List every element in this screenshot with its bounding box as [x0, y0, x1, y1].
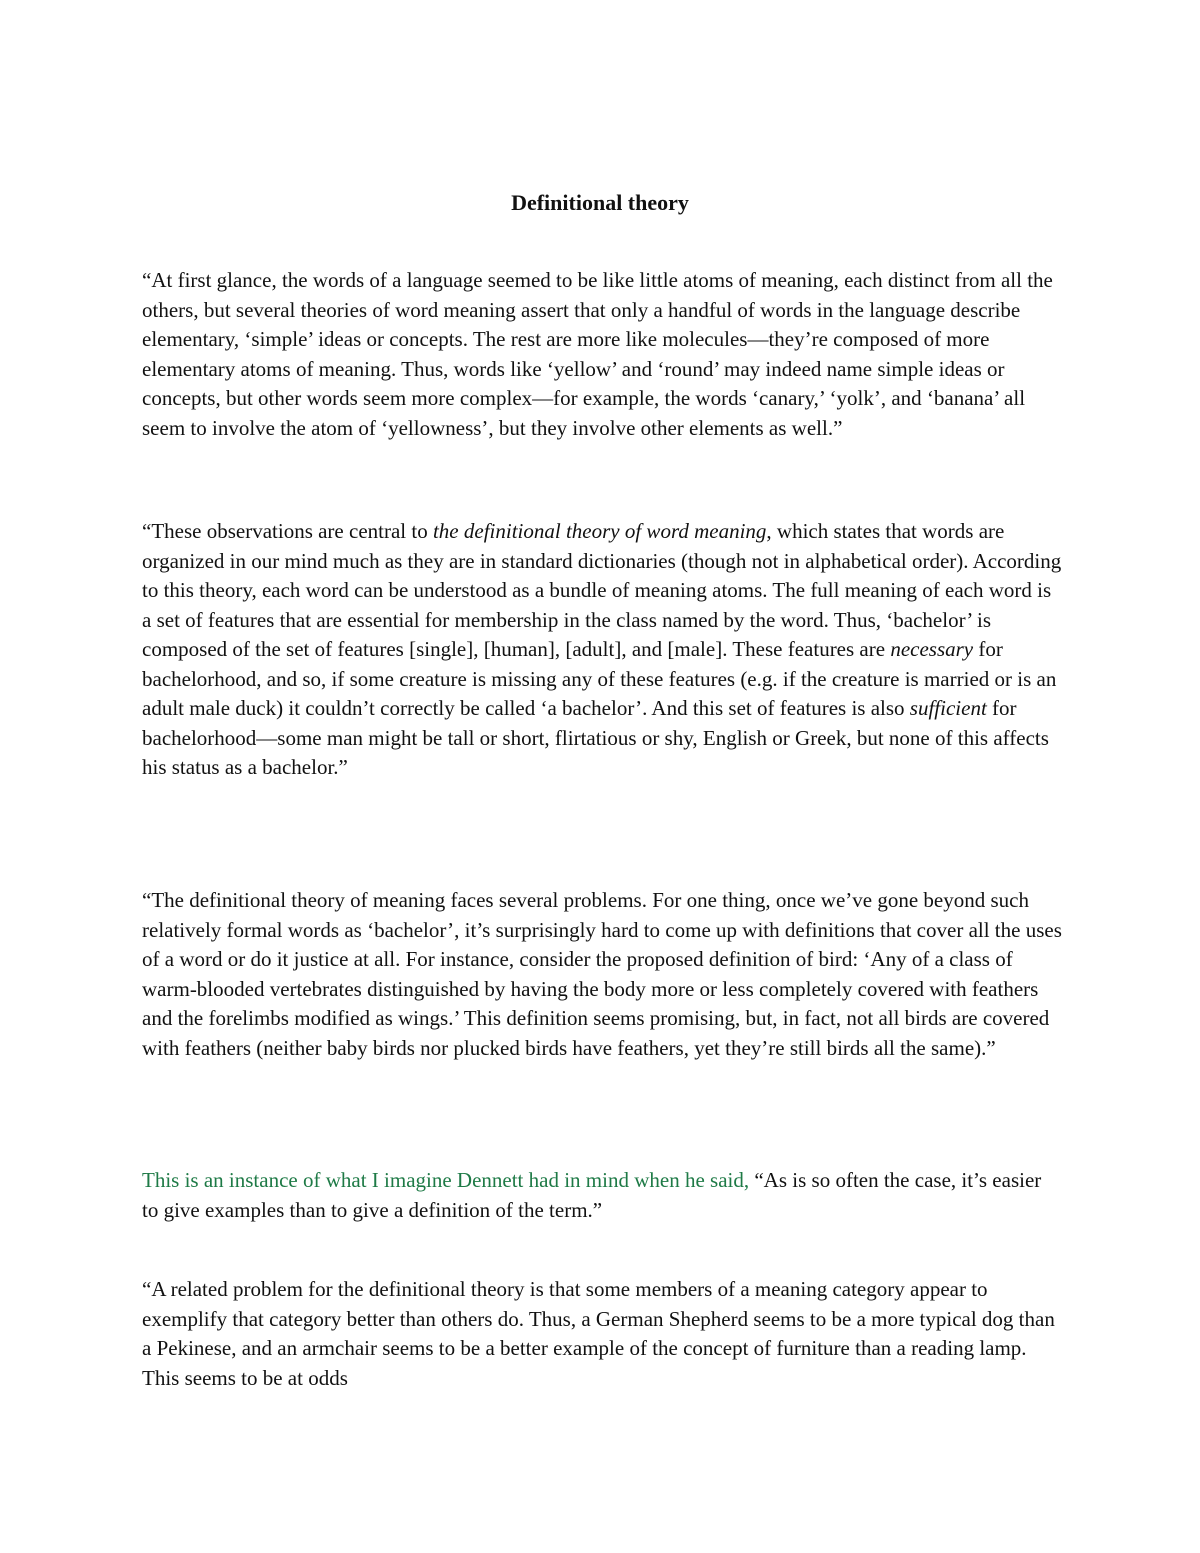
paragraph-related-problem: “A related problem for the definitional theory is that some members of a meaning category appear to exemplify that category better than others do. Thus, a German Shepherd seems to be a more typical dog than a Pekinese, and an armchair seems to be a better example of the concept of furniture than a reading lamp. This seems to be at odds — [142, 1277, 1055, 1390]
emphasis-term: the definitional theory of word meaning — [432, 519, 767, 543]
paragraph-dennett-comment — [142, 1166, 1062, 1225]
document-title: Definitional theory — [511, 190, 689, 215]
paragraph-text: for bachelorhood, and so, if some creature is missing any of these features (e.g. if the creature is married or is an adult male duck) it couldn’t correctly be called ‘a bachelor’. And this set of features is also — [142, 637, 1057, 720]
paragraph-problems: “The definitional theory of meaning faces several problems. For one thing, once we’ve gone beyond such relatively formal words as ‘bachelor’, it’s surprisingly hard to come up with definitions that cover all the uses of a word or do it justice at all. For instance, consider the proposed definition of bird: ‘Any of a class of warm-blooded vertebrates distinguished by having the body more or less completely covered with feathers and the forelimbs modified as wings.’ This definition seems promising, but, in fact, not all birds are covered with feathers (neither baby birds nor plucked birds have feathers, yet they’re still birds all the same).” — [142, 888, 1062, 1060]
author-comment: This is an instance of what I imagine Dennett had in mind when he said, — [142, 1168, 750, 1192]
paragraph-text: , which states that words are organized in our mind much as they are in standard dictionaries (though not in alphabetical order). According to this theory, each word can be understood as a bundle of meaning atoms. The full meaning of each word is a set of features that are essential for membership in the class named by the word. Thus, ‘bachelor’ is composed of the set of features [single], [human], [adult], and [male]. These features are — [142, 519, 1062, 661]
paragraph-definitional-theory — [142, 517, 1062, 783]
paragraph-text: for bachelorhood—some man might be tall or short, flirtatious or shy, English or Greek, but none of this affects his status as a bachelor.” — [142, 696, 1049, 779]
emphasis-term: necessary — [890, 637, 974, 661]
paragraph-text: “These observations are central to — [142, 519, 433, 543]
quoted-text: “As is so often the case, it’s easier to give examples than to give a definition of the term.” — [142, 1168, 1042, 1222]
emphasis-term: sufficient — [909, 696, 987, 720]
paragraph-atoms-of-meaning: “At first glance, the words of a language seemed to be like little atoms of meaning, each distinct from all the others, but several theories of word meaning assert that only a handful of words in the language describe elementary, ‘simple’ ideas or concepts. The rest are more like molecules—they’re composed of more elementary atoms of meaning. Thus, words like ‘yellow’ and ‘round’ may indeed name simple ideas or concepts, but other words seem more complex—for example, the words ‘canary,’ ‘yolk’, and ‘banana’ all seem to involve the atom of ‘yellowness’, but they involve other elements as well.” — [142, 268, 1053, 440]
